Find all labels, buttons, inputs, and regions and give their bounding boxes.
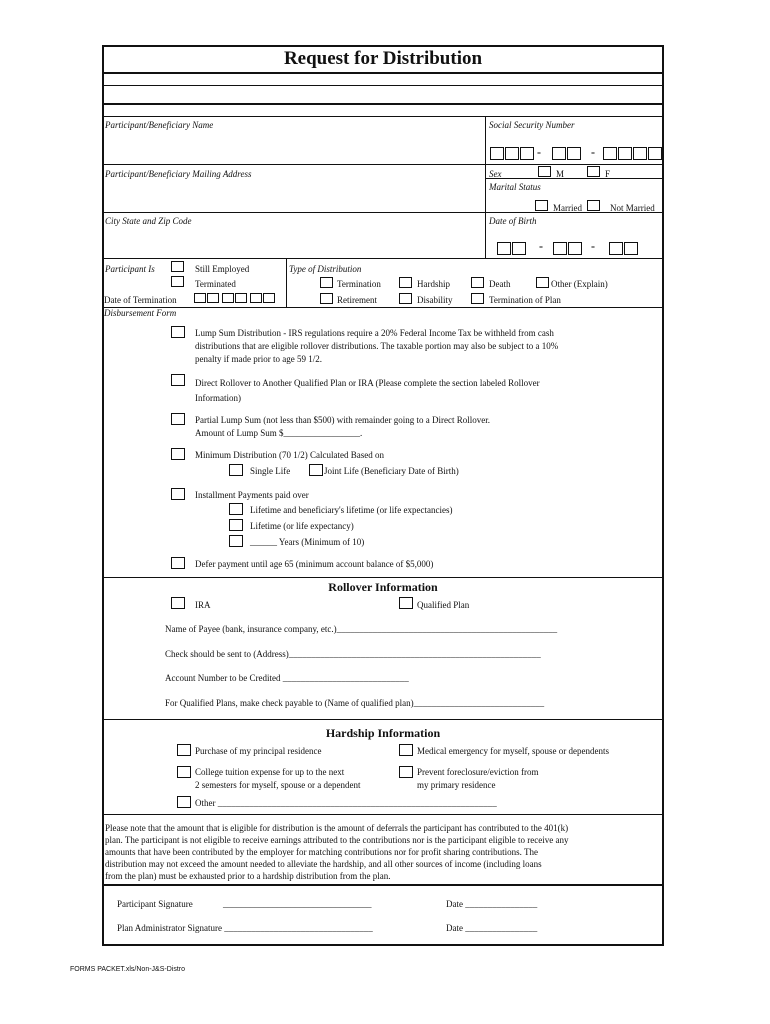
termination-of-plan-label: Termination of Plan — [489, 295, 561, 305]
termination-date-box[interactable] — [263, 293, 275, 303]
payable-to-field[interactable]: For Qualified Plans, make check payable to (Name of qualified plan)_____________________________ — [165, 698, 545, 708]
dob-digit-box[interactable] — [553, 242, 567, 255]
partial-lump-sum-text: Partial Lump Sum (not less than $500) with remainder going to a Direct Rollover. Amount of Lump Sum $_________________. — [195, 415, 490, 438]
payee-field[interactable]: Name of Payee (bank, insurance company, etc.)_________________________________________________ — [165, 624, 558, 634]
form-border — [102, 45, 664, 946]
installment-checkbox[interactable] — [171, 488, 185, 500]
single-life-checkbox[interactable] — [229, 464, 243, 476]
administrator-date-field[interactable]: Date ________________ — [446, 923, 538, 933]
participant-signature-field[interactable]: _________________________________ — [223, 899, 372, 909]
dob-dash: - — [539, 239, 543, 253]
divider — [485, 116, 486, 258]
direct-rollover-checkbox[interactable] — [171, 374, 185, 386]
hardship-other-field[interactable]: Other ______________________________________________________________ — [195, 798, 497, 808]
termination-date-box[interactable] — [250, 293, 262, 303]
still-employed-label: Still Employed — [195, 264, 250, 274]
sex-m-checkbox[interactable] — [538, 166, 551, 177]
divider — [102, 103, 664, 105]
ssn-label: Social Security Number — [489, 120, 575, 130]
ssn-dash: - — [591, 145, 595, 159]
installment-label: Installment Payments paid over — [195, 490, 309, 500]
ssn-digit-box[interactable] — [567, 147, 581, 160]
lifetime-checkbox[interactable] — [229, 519, 243, 531]
minimum-distribution-label: Minimum Distribution (70 1/2) Calculated Based on — [195, 450, 384, 460]
name-label: Participant/Beneficiary Name — [105, 120, 214, 130]
hardship-other-checkbox[interactable] — [177, 796, 191, 808]
participant-signature-label: Participant Signature — [117, 899, 193, 909]
termination-checkbox[interactable] — [320, 277, 333, 288]
qualified-plan-checkbox[interactable] — [399, 597, 413, 609]
dob-digit-box[interactable] — [512, 242, 526, 255]
qualified-plan-label: Qualified Plan — [417, 600, 470, 610]
defer-label: Defer payment until age 65 (minimum account balance of $5,000) — [195, 559, 434, 569]
other-checkbox[interactable] — [536, 277, 549, 288]
ssn-digit-box[interactable] — [603, 147, 617, 160]
disability-checkbox[interactable] — [399, 293, 412, 304]
dob-digit-box[interactable] — [609, 242, 623, 255]
participant-is-label: Participant Is — [105, 264, 155, 274]
minimum-distribution-checkbox[interactable] — [171, 448, 185, 460]
ira-label: IRA — [195, 600, 211, 610]
foreclosure-checkbox[interactable] — [399, 766, 413, 778]
ssn-digit-box[interactable] — [618, 147, 632, 160]
termination-label: Termination — [337, 279, 381, 289]
termination-date-box[interactable] — [194, 293, 206, 303]
termination-date-box[interactable] — [235, 293, 247, 303]
single-life-label: Single Life — [250, 466, 291, 476]
sex-m-label: M — [556, 169, 565, 179]
partial-lump-sum-checkbox[interactable] — [171, 413, 185, 425]
medical-label: Medical emergency for myself, spouse or dependents — [417, 746, 610, 756]
residence-checkbox[interactable] — [177, 744, 191, 756]
divider — [102, 258, 664, 259]
lifetime-bene-label: Lifetime and beneficiary's lifetime (or life expectancies) — [250, 505, 453, 515]
residence-label: Purchase of my principal residence — [195, 746, 322, 756]
hardship-heading: Hardship Information — [325, 726, 441, 740]
disbursement-form-label: Disbursement Form — [104, 308, 177, 318]
still-employed-checkbox[interactable] — [171, 261, 184, 272]
divider — [102, 164, 664, 165]
account-number-field[interactable]: Account Number to be Credited ____________________________ — [165, 673, 409, 683]
divider — [102, 577, 664, 578]
dob-label: Date of Birth — [489, 216, 537, 226]
death-checkbox[interactable] — [471, 277, 484, 288]
terminated-label: Terminated — [195, 279, 236, 289]
disability-label: Disability — [417, 295, 453, 305]
terminated-checkbox[interactable] — [171, 276, 184, 287]
ssn-digit-box[interactable] — [633, 147, 647, 160]
divider — [102, 307, 664, 308]
termination-date-box[interactable] — [222, 293, 234, 303]
years-label: ______ Years (Minimum of 10) — [250, 537, 365, 547]
dob-digit-box[interactable] — [568, 242, 582, 255]
termination-of-plan-checkbox[interactable] — [471, 293, 484, 304]
not-married-checkbox[interactable] — [587, 200, 600, 211]
ssn-digit-box[interactable] — [490, 147, 504, 160]
not-married-label: Not Married — [610, 203, 655, 213]
divider — [102, 85, 664, 86]
sex-f-checkbox[interactable] — [587, 166, 600, 177]
medical-checkbox[interactable] — [399, 744, 413, 756]
participant-date-field[interactable]: Date ________________ — [446, 899, 538, 909]
address-label: Participant/Beneficiary Mailing Address — [105, 169, 252, 179]
years-checkbox[interactable] — [229, 535, 243, 547]
tuition-checkbox[interactable] — [177, 766, 191, 778]
city-label: City State and Zip Code — [105, 216, 192, 226]
married-label: Married — [553, 203, 582, 213]
joint-life-label: Joint Life (Beneficiary Date of Birth) — [324, 466, 459, 476]
defer-checkbox[interactable] — [171, 557, 185, 569]
ira-checkbox[interactable] — [171, 597, 185, 609]
footer-text: FORMS PACKET.xls/Non-J&S-Distro — [70, 966, 185, 973]
sex-f-label: F — [605, 169, 611, 179]
divider — [102, 884, 664, 886]
divider — [102, 116, 664, 117]
hardship-label: Hardship — [417, 279, 450, 289]
death-label: Death — [489, 279, 511, 289]
direct-rollover-text: Direct Rollover to Another Qualified Plan or IRA (Please complete the section labeled Rollover Information) — [195, 378, 540, 403]
divider — [102, 814, 664, 815]
termination-date-box[interactable] — [207, 293, 219, 303]
ssn-digit-box[interactable] — [520, 147, 534, 160]
hardship-note: Please note that the amount that is eligible for distribution is the amount of deferrals the participant has contributed to the 401(k) plan. The participant is not eligible to receive earnings attributed to the contributions nor is the participant eligible to receive any amounts that have been contributed by the employer for matching contributions nor for profit sharing contributions. The distribution may not exceed the amount needed to alleviate the hardship, and all other sources of income (including loans from the plan) must be exhausted prior to a hardship distribution from the plan. — [105, 823, 569, 881]
lump-sum-checkbox[interactable] — [171, 326, 185, 338]
rollover-heading: Rollover Information — [328, 580, 438, 594]
ssn-dash: - — [537, 145, 541, 159]
married-checkbox[interactable] — [535, 200, 548, 211]
other-label: Other (Explain) — [551, 279, 608, 289]
joint-life-checkbox[interactable] — [309, 464, 323, 476]
dob-dash: - — [591, 239, 595, 253]
check-address-field[interactable]: Check should be sent to (Address)________________________________________________________ — [165, 649, 541, 659]
ssn-digit-box[interactable] — [505, 147, 519, 160]
ssn-digit-box[interactable] — [648, 147, 662, 160]
lump-sum-text: Lump Sum Distribution - IRS regulations require a 20% Federal Income Tax be withheld from cash distributions that are eligible rollover distributions. The taxable portion may also be subject to a 10% penalty if made prior to age 59 1/2. — [195, 328, 559, 364]
hardship-checkbox[interactable] — [399, 277, 412, 288]
termination-date-label: Date of Termination — [104, 295, 177, 305]
foreclosure-text: Prevent foreclosure/eviction from my primary residence — [417, 767, 539, 790]
retirement-label: Retirement — [337, 295, 377, 305]
marital-label: Marital Status — [489, 182, 541, 192]
divider — [102, 212, 664, 213]
form-title: Request for Distribution — [283, 48, 483, 69]
divider — [485, 178, 664, 179]
tuition-text: College tuition expense for up to the next 2 semesters for myself, spouse or a dependent — [195, 767, 361, 790]
sex-label: Sex — [489, 169, 502, 179]
dob-digit-box[interactable] — [624, 242, 638, 255]
dob-digit-box[interactable] — [497, 242, 511, 255]
divider — [102, 72, 664, 74]
ssn-digit-box[interactable] — [552, 147, 566, 160]
retirement-checkbox[interactable] — [320, 293, 333, 304]
divider — [102, 719, 664, 720]
type-label: Type of Distribution — [289, 264, 362, 274]
administrator-signature-field[interactable]: Plan Administrator Signature _________________________________ — [117, 923, 373, 933]
divider — [286, 258, 287, 308]
lifetime-label: Lifetime (or life expectancy) — [250, 521, 354, 531]
lifetime-bene-checkbox[interactable] — [229, 503, 243, 515]
